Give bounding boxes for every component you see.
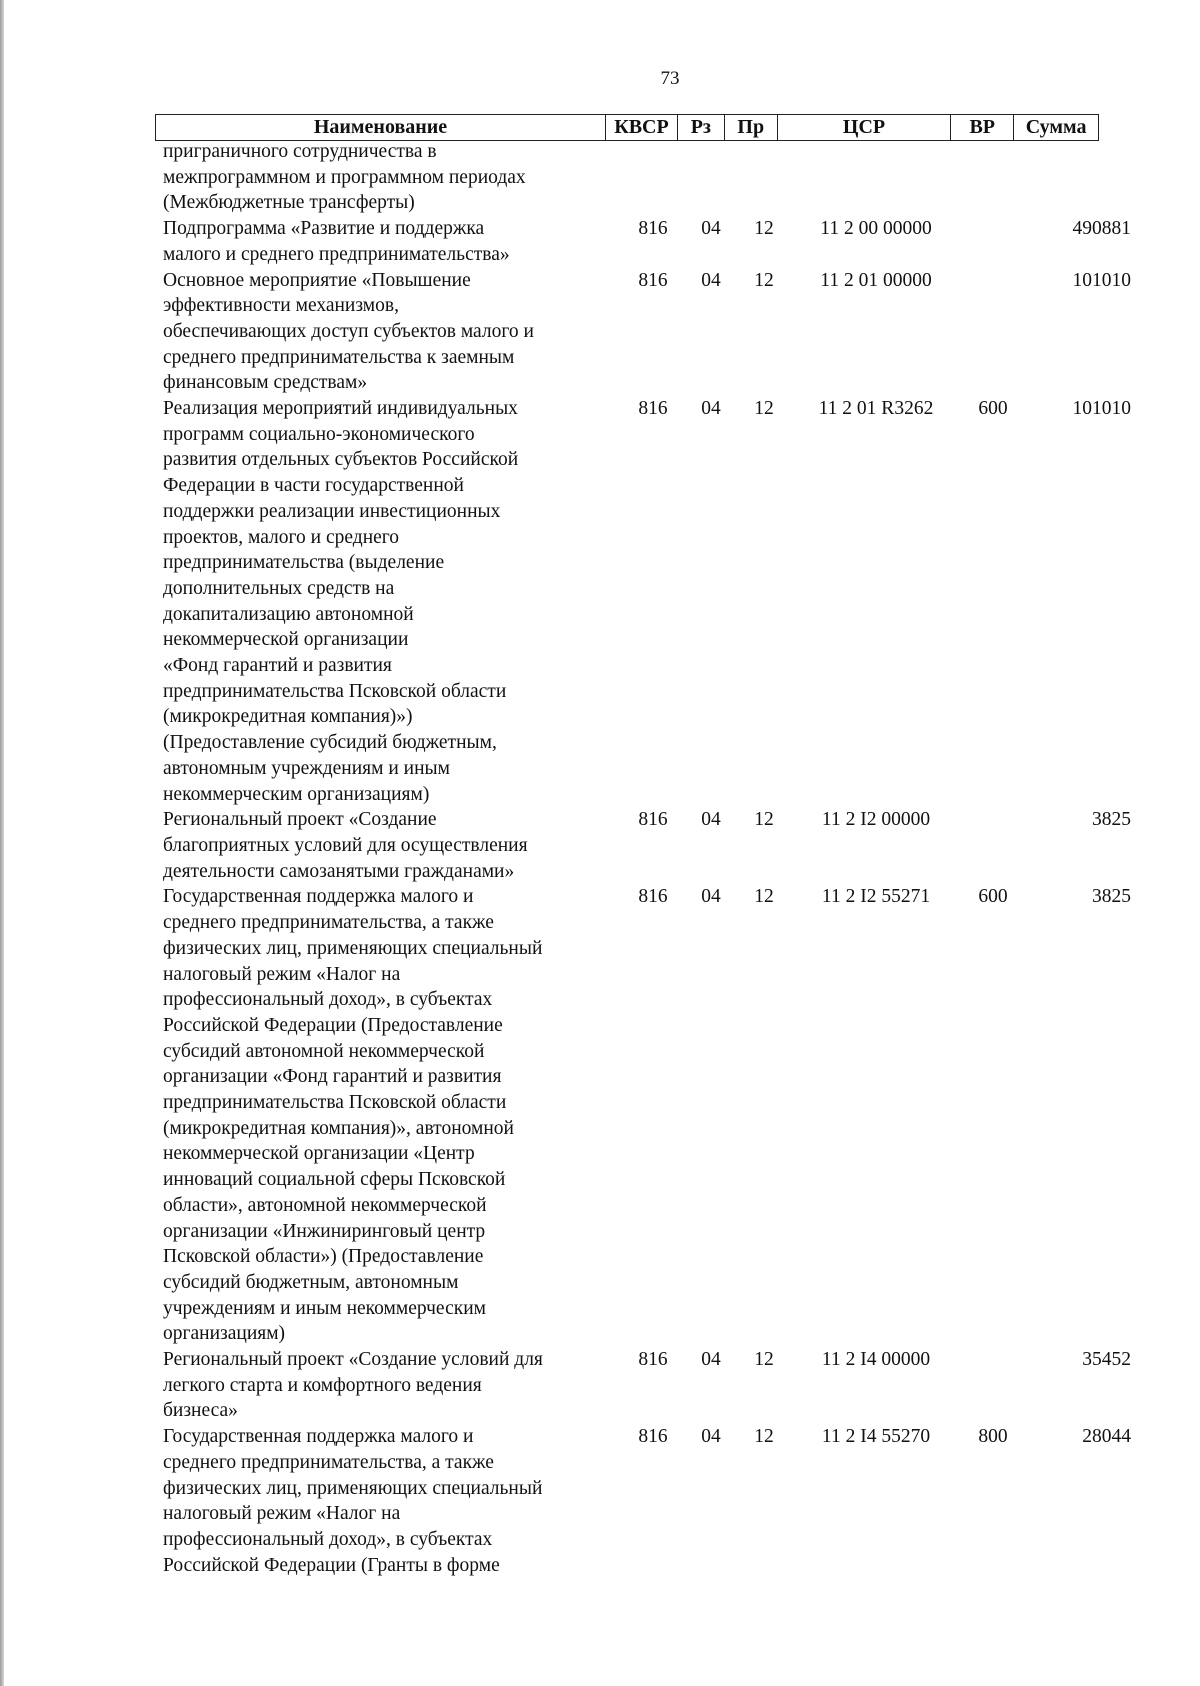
row-kvsr: 816 [638,1426,668,1448]
row-rz: 04 [701,218,721,240]
row-rz: 04 [701,398,721,420]
page-number: 73 [660,68,680,89]
row-rz: 04 [701,809,721,831]
row-csr: 11 2 01 00000 [820,269,932,291]
row-pr: 12 [754,269,774,291]
row-name: Региональный проект «Создание условий для легкого старта и комфортного ведения бизнеса» [163,1349,543,1422]
table-body [163,139,1131,1578]
table-row [163,139,1123,216]
row-csr: 11 2 01 R3262 [818,398,934,420]
row-name: Подпрограмма «Развитие и поддержка малого и среднего предпринимательства» [163,218,510,265]
row-sum: 101010 [1072,398,1131,420]
header-kvsr: КВСР [606,115,678,140]
header-name: Наименование [156,115,606,140]
row-csr: 11 2 I2 55271 [821,886,931,908]
table-row [163,396,1131,807]
row-csr: 11 2 I2 00000 [821,809,931,831]
row-pr: 12 [754,218,774,240]
row-vr: 600 [978,886,1008,908]
row-csr: 11 2 I4 55270 [821,1426,931,1448]
table-row [163,1347,1131,1424]
row-name: Государственная поддержка малого и среднего предпринимательства, а также физических лиц, применяющих специальный налоговый режим «Налог на профессиональный доход», в субъектах Российской Федерации (Предоставление субсидий автономной некоммерческой организации «Фонд гарантий и развития предпринимательства Псковской области (микрокредитная компания)», автономной некоммерческой организации «Центр инноваций социальной сферы Псковской области», автономной некоммерческой организации «Инжиниринговый центр Псковской области») (Предоставление субсидий бюджетным, автономным учреждениям и иным некоммерческим организациям) [163,886,543,1345]
row-pr: 12 [754,809,774,831]
row-name: Основное мероприятие «Повышение эффективности механизмов, обеспечивающих доступ субъектов малого и среднего предпринимательства к заемным финансовым средствам» [163,269,534,394]
row-kvsr: 816 [638,218,668,240]
row-rz: 04 [701,1349,721,1371]
row-rz: 04 [701,886,721,908]
row-vr: 600 [978,398,1008,420]
row-name: Государственная поддержка малого и среднего предпринимательства, а также физических лиц, применяющих специальный налоговый режим «Налог на профессиональный доход», в субъектах Российской Федерации (Гранты в форме [163,1426,543,1576]
row-pr: 12 [754,1349,774,1371]
table-row [163,1424,1131,1578]
row-pr: 12 [754,886,774,908]
header-sum: Сумма [1025,116,1087,138]
header-vr: ВР [951,115,1014,140]
row-name: приграничного сотрудничества в межпрограммном и программном периодах (Межбюджетные трансферты) [163,141,526,214]
row-sum: 3825 [1092,886,1131,908]
row-kvsr: 816 [638,398,668,420]
row-kvsr: 816 [638,269,668,291]
table-row [163,268,1131,397]
row-name: Региональный проект «Создание благоприятных условий для осуществления деятельности самозанятыми гражданами» [163,809,528,882]
row-kvsr: 816 [638,1349,668,1371]
row-pr: 12 [754,398,774,420]
row-sum: 490881 [1072,218,1131,240]
header-rz: Рз [678,115,725,140]
table-header [155,114,1099,141]
row-kvsr: 816 [638,886,668,908]
row-vr: 800 [978,1426,1008,1448]
header-pr: Пр [725,115,778,140]
row-rz: 04 [701,1426,721,1448]
table-row [163,216,1131,267]
row-sum: 3825 [1092,809,1131,831]
row-rz: 04 [701,269,721,291]
row-csr: 11 2 00 00000 [820,218,932,240]
row-csr: 11 2 I4 00000 [821,1349,931,1371]
scan-edge [0,0,4,1686]
row-pr: 12 [754,1426,774,1448]
header-csr: ЦСР [778,115,952,140]
table-row [163,884,1131,1347]
row-sum: 35452 [1082,1349,1131,1371]
row-sum: 101010 [1072,269,1131,291]
row-sum: 28044 [1082,1426,1131,1448]
table-row [163,807,1131,884]
row-name: Реализация мероприятий индивидуальных программ социально-экономического развития отдельных субъектов Российской Федерации в части государственной поддержки реализации инвестиционных проектов, малого и среднего предпринимательства (выделение дополнительных средств на докапитализацию автономной некоммерческой организации «Фонд гарантий и развития предпринимательства Псковской области (микрокредитная компания)») (Предоставление субсидий бюджетным, автономным учреждениям и иным некоммерческим организациям) [163,398,519,805]
row-kvsr: 816 [638,809,668,831]
